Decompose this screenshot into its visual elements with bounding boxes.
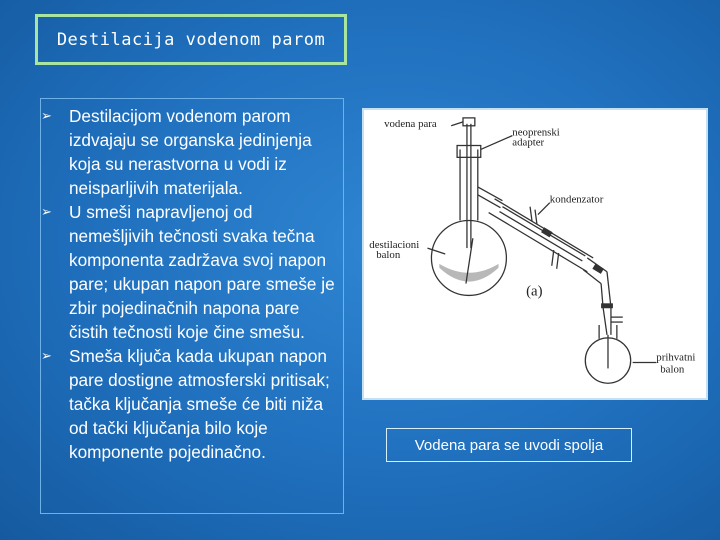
distillation-apparatus-figure — [362, 108, 708, 400]
steam-inlet-clamp — [463, 118, 475, 126]
bullet-text: Destilacijom vodenom parom izdvajaju se organska jedinjenja koja su nerastvorna u vodi iz neisparljivih materijala. — [69, 106, 312, 198]
label-destilacioni-balon: balon — [376, 248, 401, 261]
label-adapter: adapter — [512, 136, 545, 149]
slide-title-text: Destilacija vodenom parom — [56, 29, 326, 50]
label-vodena-para: vodena para — [384, 117, 437, 130]
figure-caption-text: Vodena para se uvodi spolja — [414, 436, 604, 454]
arrow-bullet-icon: ➢ — [41, 348, 52, 363]
distilling-flask — [431, 220, 506, 295]
bullet-item — [41, 344, 337, 464]
slide-title — [35, 14, 347, 65]
bullet-list — [40, 98, 344, 514]
label-destilacioni: destilacioni — [369, 239, 420, 252]
bullet-item — [41, 200, 337, 344]
label-prihvatni: prihvatni — [656, 351, 696, 364]
bullet-text: Smeša ključa kada ukupan napon pare dostigne atmosferski pritisak; tačka ključanja smeše će biti niža od tački ključanja bilo koje komponente pojedinačno. — [69, 346, 330, 462]
label-kondenzator: kondenzator — [549, 193, 604, 206]
figure-caption — [386, 428, 632, 462]
label-panel-a: (a) — [526, 283, 543, 300]
label-neoprenski: neoprenski — [512, 126, 560, 139]
arrow-bullet-icon: ➢ — [41, 108, 52, 123]
bullet-text: U smeši napravljenoj od nemešljivih tečnosti svaka tečna komponenta zadržava svoj napon pare; ukupan napon pare smeše je zbir pojedinačnih napona pare čistih tečnosti koje čine smešu. — [69, 202, 335, 342]
label-prihvatni-balon: balon — [660, 363, 685, 376]
bullet-item — [41, 104, 337, 200]
arrow-bullet-icon: ➢ — [41, 204, 52, 219]
apparatus-drawing — [364, 110, 706, 398]
